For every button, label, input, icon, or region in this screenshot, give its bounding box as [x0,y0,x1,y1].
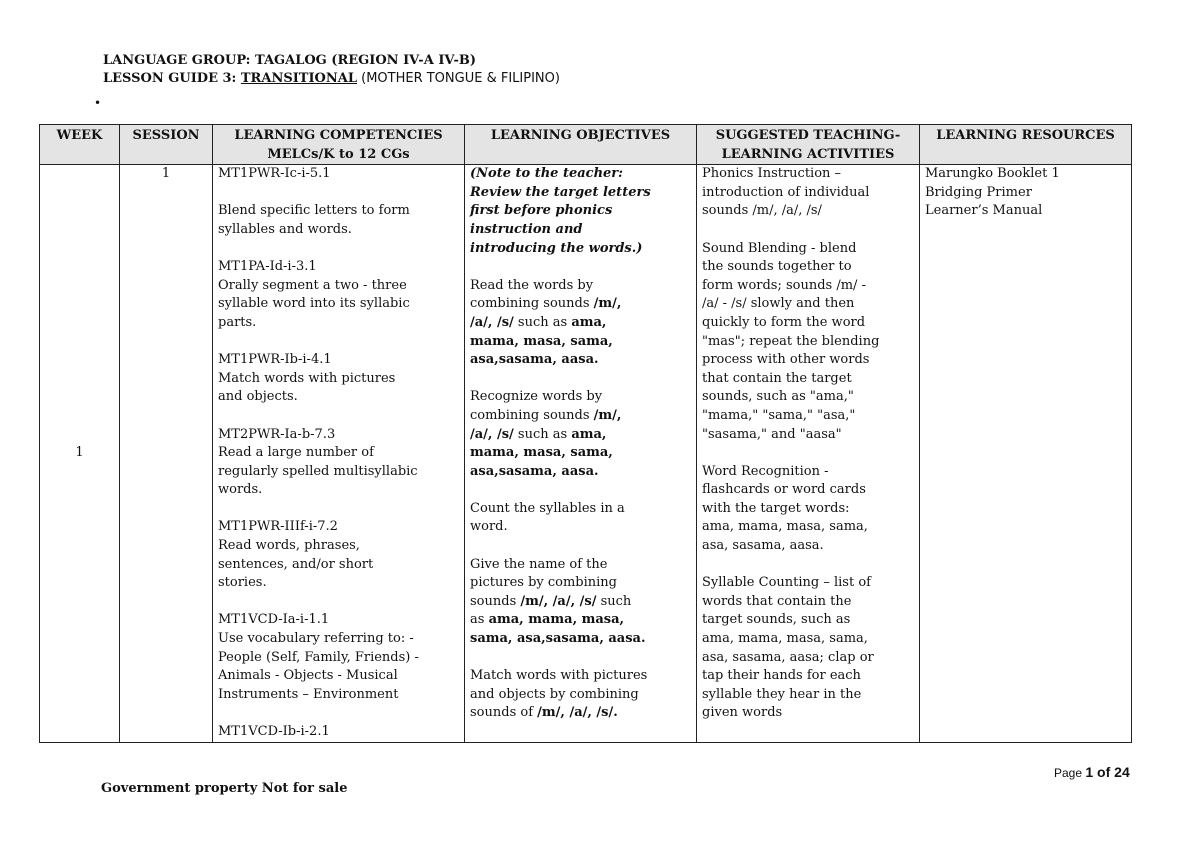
competency-line: words. [218,482,263,498]
objectives-cell [465,165,697,742]
activity-line: "sasama," and "aasa" [702,426,842,442]
activity-line: given words [702,705,783,721]
activity-line: with the target words: [702,500,850,516]
competency-line: People (Self, Family, Friends) - [218,649,419,665]
competency-line: regularly spelled multisyllabic [218,463,418,479]
activity-line: sounds /m/, /a/, /s/ [702,203,822,219]
teacher-note-line: introducing the words.) [470,240,643,256]
objective-line: sounds of /m/, /a/, /s/. [470,705,618,721]
competency-line: Read a large number of [218,445,374,461]
lesson-guide-table [39,124,1132,743]
header-session: SESSION [120,125,213,165]
competency-line: stories. [218,575,267,591]
competency-line: and objects. [218,389,298,405]
activity-line: sounds, such as "ama," [702,389,854,405]
activity-line: ama, mama, masa, sama, [702,519,868,535]
competency-line: syllable word into its syllabic [218,296,410,312]
objective-line: mama, masa, sama, [470,445,613,461]
blank-line [470,649,691,668]
competency-line: Use vocabulary referring to: - [218,631,414,647]
blank-line [470,258,691,277]
objective-line: combining sounds /m/, [470,407,622,423]
document-header [103,52,560,88]
activity-line: asa, sasama, aasa. [702,538,824,554]
activity-line: ama, mama, masa, sama, [702,631,868,647]
competency-line: Instruments – Environment [218,686,399,702]
activity-line: that contain the target [702,370,852,386]
lesson-guide-type: TRANSITIONAL [240,71,357,86]
resource-line: Marungko Booklet 1 [925,166,1060,182]
activity-line: syllable they hear in the [702,686,862,702]
competency-line [218,500,459,519]
header-week: WEEK [40,125,120,165]
activity-line: Phonics Instruction – [702,166,842,182]
objective-line: Count the syllables in a [470,500,625,516]
table-header-row [40,125,1132,165]
competency-line [218,184,459,203]
objective-line: combining sounds /m/, [470,296,622,312]
competency-line [218,240,459,259]
competency-line: syllables and words. [218,221,352,237]
competency-line: MT1PWR-Ib-i-4.1 [218,352,332,368]
activity-line [702,444,914,463]
teacher-note-line: first before phonics [470,203,613,219]
table-row [40,165,1132,742]
objective-line: Match words with pictures [470,668,648,684]
teacher-note-line: Review the target letters [470,184,651,200]
language-group-title: LANGUAGE GROUP: TAGALOG (REGION IV-A IV-B) [103,53,477,68]
objective-line: Give the name of the [470,556,608,572]
competency-line: Animals - Objects - Musical [218,668,398,684]
activity-line: "mama," "sama," "asa," [702,407,856,423]
competency-line: MT1PA-Id-i-3.1 [218,259,317,275]
competency-line: Match words with pictures [218,370,396,386]
header-resources: LEARNING RESOURCES [920,125,1132,165]
activity-line: form words; sounds /m/ - [702,277,866,293]
activity-line: quickly to form the word [702,314,866,330]
competency-line: Read words, phrases, [218,538,360,554]
objective-line: and objects by combining [470,686,639,702]
activity-line: tap their hands for each [702,668,861,684]
activity-line: /a/ - /s/ slowly and then [702,296,855,312]
page-number: Page 1 of 24 [1054,764,1130,780]
activity-line: process with other words [702,352,870,368]
activity-line: Sound Blending - blend [702,240,857,256]
competency-line: MT1VCD-Ib-i-2.1 [218,724,330,739]
activity-line: flashcards or word cards [702,482,866,498]
session-cell: 1 [120,165,213,742]
objective-line: sama, asa,sasama, aasa. [470,631,646,647]
objective-line: Recognize words by [470,389,603,405]
competency-line: parts. [218,314,257,330]
competency-line: sentences, and/or short [218,556,374,572]
activity-line: the sounds together to [702,259,852,275]
competency-line: MT1VCD-Ia-i-1.1 [218,612,330,628]
activity-line: asa, sasama, aasa; clap or [702,649,874,665]
objective-line: /a/, /s/ such as ama, [470,314,607,330]
competency-line: Orally segment a two - three [218,277,407,293]
competency-line [218,593,459,612]
lesson-guide-title [103,70,560,88]
objective-line: pictures by combining [470,575,618,591]
competency-line: Blend specific letters to form [218,203,410,219]
activity-line [702,556,914,575]
objective-line: Read the words by [470,277,594,293]
teacher-note-line: (Note to the teacher: [470,166,623,182]
activity-line: Syllable Counting – list of [702,575,871,591]
resources-cell [920,165,1132,742]
objective-line: as ama, mama, masa, [470,612,625,628]
competencies-cell [213,165,465,742]
competency-line: MT1PWR-Ic-i-5.1 [218,166,331,182]
objective-line: asa,sasama, aasa. [470,463,599,479]
header-objectives: LEARNING OBJECTIVES [465,125,697,165]
activity-line: words that contain the [702,593,852,609]
objective-line: /a/, /s/ such as ama, [470,426,607,442]
week-cell: 1 [40,165,120,742]
competency-line: MT1PWR-IIIf-i-7.2 [218,519,338,535]
activity-line: introduction of individual [702,184,870,200]
activity-line: target sounds, such as [702,612,851,628]
activity-line [702,221,914,240]
lesson-guide-subtitle: (MOTHER TONGUE & FILIPINO) [356,71,560,86]
resource-line: Bridging Primer [925,184,1032,200]
competency-line [218,333,459,352]
objective-line: sounds /m/, /a/, /s/ such [470,593,632,609]
activity-line: Word Recognition - [702,463,829,479]
bullet-mark: • [94,96,102,110]
blank-line [470,370,691,389]
competency-line: MT2PWR-Ia-b-7.3 [218,426,336,442]
header-activities: SUGGESTED TEACHING-LEARNING ACTIVITIES [697,125,920,165]
activity-line: "mas"; repeat the blending [702,333,880,349]
objective-line: mama, masa, sama, [470,333,613,349]
competency-line [218,704,459,723]
blank-line [470,481,691,500]
lesson-guide-label: LESSON GUIDE 3: [103,71,241,86]
objective-line: word. [470,519,508,535]
header-competencies: LEARNING COMPETENCIES MELCs/K to 12 CGs [213,125,465,165]
competency-line [218,407,459,426]
footer-notice: Government property Not for sale [101,781,348,796]
activities-cell [697,165,920,742]
teacher-note-line: instruction and [470,221,583,237]
blank-line [470,537,691,556]
objective-line: asa,sasama, aasa. [470,352,599,368]
resource-line: Learner’s Manual [925,203,1043,219]
